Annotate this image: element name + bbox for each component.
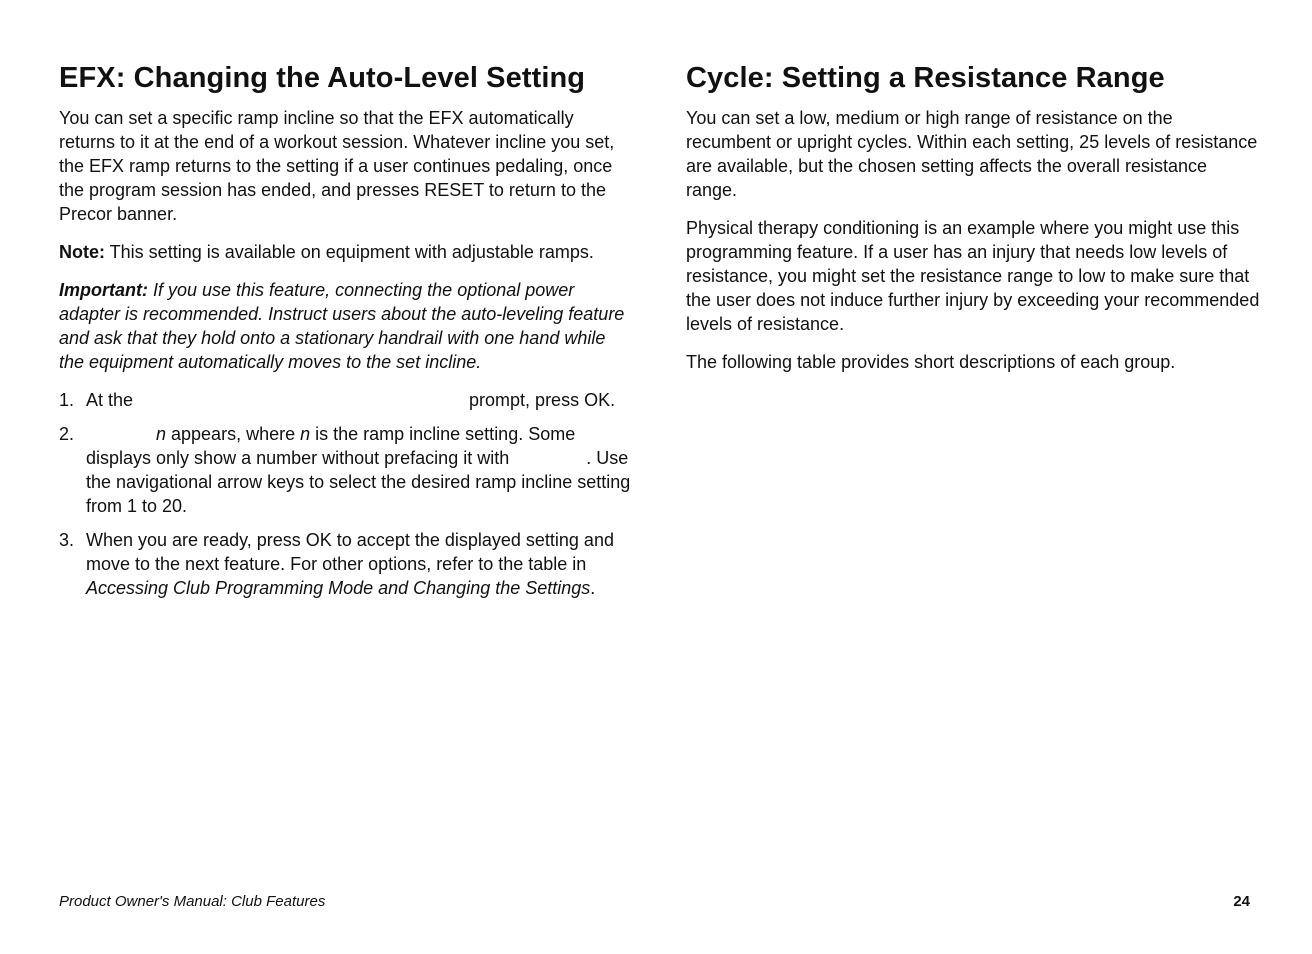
- steps-list: [59, 388, 634, 600]
- section-title-cycle: Cycle: Setting a Resistance Range: [686, 62, 1165, 94]
- step-text: When you are ready, press OK to accept the displayed setting and move to the next feature. For other options, refer to the table in: [86, 530, 614, 574]
- note-paragraph: [59, 240, 634, 264]
- step-text: . Use the navigational arrow keys to select the desired ramp incline setting from 1 to 20.: [86, 448, 631, 516]
- important-text: If you use this feature, connecting the optional power adapter is recommended. Instruct users about the auto-leveling feature and ask that they hold onto a stationary handrail with one hand while the equipment automatically moves to the set incline.: [59, 280, 625, 372]
- list-item: [59, 528, 634, 600]
- variable-n: n: [156, 424, 167, 444]
- step-text: At the: [86, 390, 139, 410]
- step-text: prompt, press OK.: [464, 390, 616, 410]
- step-text: is the ramp incline setting. Some displays only show a number without prefacing it with: [86, 424, 576, 468]
- step-number: 3.: [59, 530, 75, 550]
- step-number: 2.: [59, 424, 75, 444]
- list-item: [59, 388, 634, 412]
- note-label: Note:: [59, 242, 105, 262]
- step-text: appears, where: [166, 424, 301, 444]
- section-title-efx: EFX: Changing the Auto-Level Setting: [59, 62, 586, 94]
- left-column: [59, 58, 634, 610]
- cross-reference-link: Accessing Club Programming Mode and Changing the Settings: [86, 578, 591, 598]
- footer-page-number: 24: [1233, 893, 1250, 910]
- step-number: 1.: [59, 390, 75, 410]
- important-paragraph: [59, 278, 634, 374]
- list-item: [59, 422, 634, 518]
- cycle-paragraph-2: Physical therapy conditioning is an example where you might use this programming feature. If a user has an injury that needs low levels of resistance, you might set the resistance range to low to make sure that the user does not induce further injury by exceeding your recommended levels of resistance.: [686, 218, 1260, 334]
- footer-document-title: Product Owner's Manual: Club Features: [59, 893, 326, 910]
- important-label: Important:: [59, 280, 148, 300]
- cycle-paragraph-1: You can set a low, medium or high range of resistance on the recumbent or upright cycles. Within each setting, 25 levels of resistance are available, but the chosen setting affects the overall resistance range.: [686, 108, 1258, 200]
- note-text: This setting is available on equipment with adjustable ramps.: [105, 242, 594, 262]
- efx-intro-paragraph: You can set a specific ramp incline so that the EFX automatically returns to it at the end of a workout session. Whatever incline you set, the EFX ramp returns to the setting if a user continues pedaling, once the program session has ended, and presses RESET to return to the Precor banner.: [59, 108, 615, 224]
- variable-n: n: [300, 424, 311, 444]
- step-text: .: [590, 578, 596, 598]
- right-column: [686, 58, 1261, 388]
- cycle-paragraph-3: The following table provides short descriptions of each group.: [686, 352, 1176, 372]
